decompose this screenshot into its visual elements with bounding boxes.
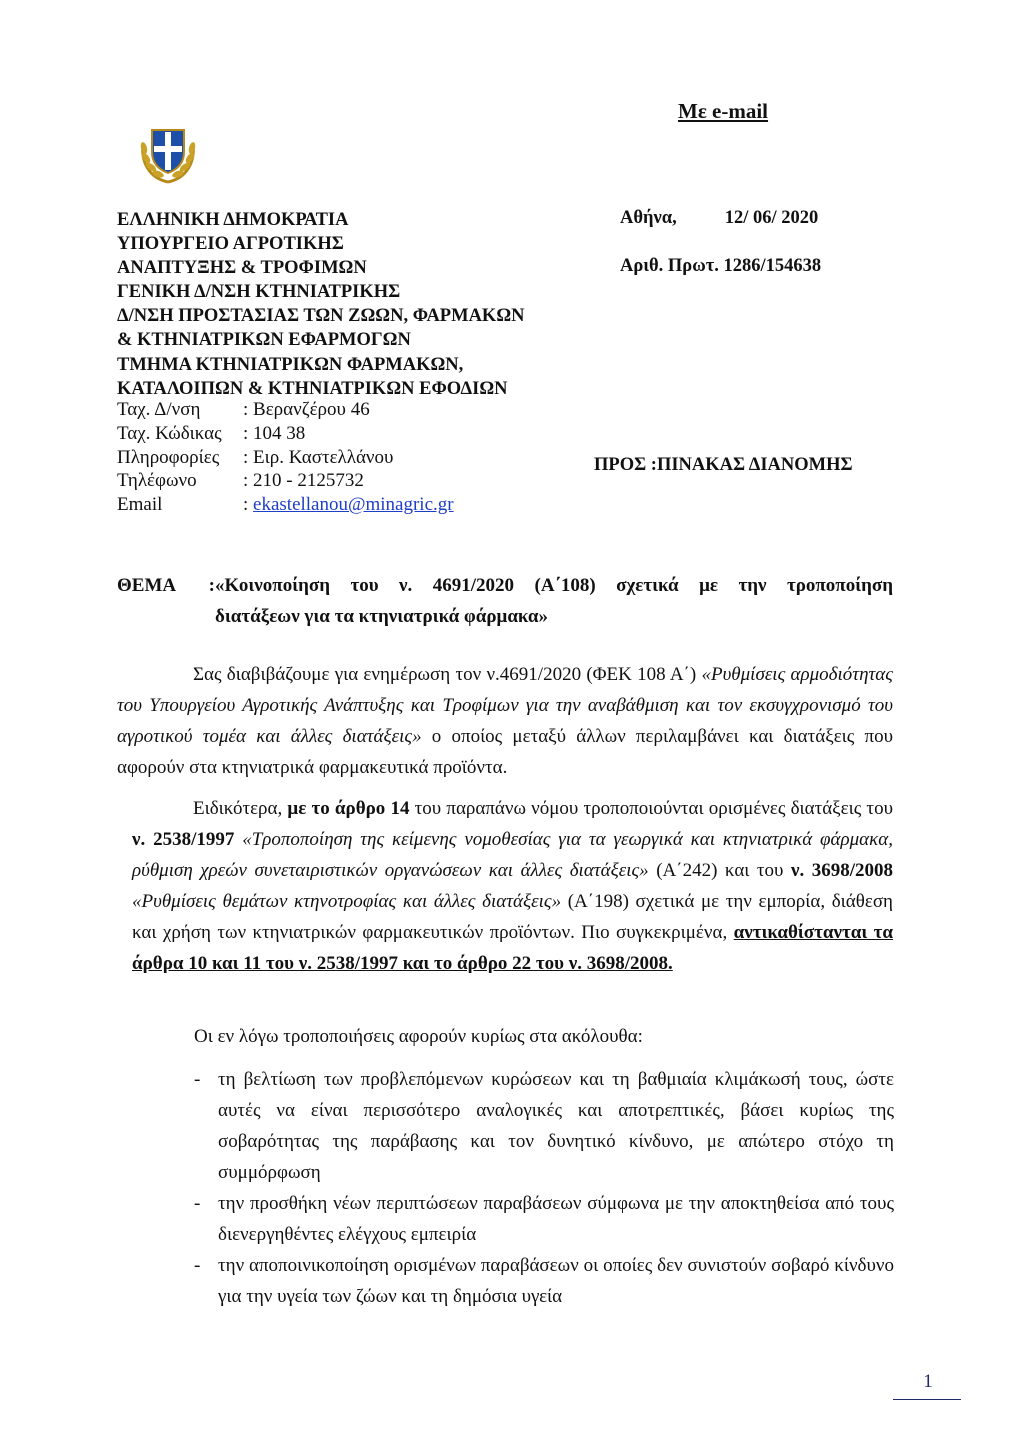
subject-text-1: «Κοινοποίηση του ν. 4691/2020 (Α΄108) σχετικά με την τροποποίηση bbox=[215, 575, 893, 596]
contact-value: : 210 - 2125732 bbox=[243, 470, 364, 492]
contact-row-email bbox=[117, 493, 454, 517]
contact-row bbox=[117, 469, 454, 493]
recipient: ΠΡΟΣ :ΠΙΝΑΚΑΣ ΔΙΑΝΟΜΗΣ bbox=[594, 455, 853, 475]
list-intro: Οι εν λόγω τροποποιήσεις αφορούν κυρίως στα ακόλουθα: bbox=[194, 1026, 643, 1047]
sender-line: ΕΛΛΗΝΙΚΗ ΔΗΜΟΚΡΑΤΙΑ bbox=[117, 210, 349, 230]
sender-line: ΥΠΟΥΡΓΕΙΟ ΑΓΡΟΤΙΚΗΣ bbox=[117, 234, 344, 255]
date-line bbox=[620, 208, 818, 229]
delivery-method: Με e-mail bbox=[678, 99, 769, 123]
p2-law-2: ν. 3698/2008 bbox=[790, 860, 893, 881]
paragraph-1-text-end: ο οποίος μεταξύ άλλων περιλαμβάνει και διατάξεις που αφορούν στα κτηνιατρικά φαρμακευτικά προϊόντα. bbox=[117, 726, 894, 778]
sender-line: & ΚΤΗΝΙΑΤΡΙΚΩΝ ΕΦΑΡΜΟΓΩΝ bbox=[117, 330, 411, 351]
contact-label: Τηλέφωνο bbox=[117, 470, 197, 492]
protocol-number: Αριθ. Πρωτ. 1286/154638 bbox=[620, 256, 822, 276]
sender-line: ΚΑΤΑΛΟΙΠΩΝ & ΚΤΗΝΙΑΤΡΙΚΩΝ ΕΦΟΔΙΩΝ bbox=[117, 378, 508, 399]
contact-row bbox=[117, 446, 454, 470]
contact-value: : Βερανζέρου 46 bbox=[243, 399, 370, 420]
subject-text-2: διατάξεων για τα κτηνιατρικά φάρμακα» bbox=[215, 606, 549, 627]
contact-value: : 104 38 bbox=[243, 422, 306, 444]
sender-line: ΤΜΗΜΑ ΚΤΗΝΙΑΤΡΙΚΩΝ ΦΑΡΜΑΚΩΝ, bbox=[117, 354, 464, 375]
p2-article: με το άρθρο 14 bbox=[287, 798, 410, 819]
list-item bbox=[194, 1064, 894, 1188]
list-marker: - bbox=[194, 1255, 201, 1276]
sender-line: Δ/ΝΣΗ ΠΡΟΣΤΑΣΙΑΣ ΤΩΝ ΖΩΩΝ, ΦΑΡΜΑΚΩΝ bbox=[117, 306, 525, 327]
contact-details bbox=[117, 398, 454, 517]
p2-replaced-articles: αντικαθίστανται τα άρθρα 10 και 11 του ν. 2538/1997 και το άρθρο 22 του ν. 3698/2008. bbox=[132, 922, 893, 974]
contact-row bbox=[117, 398, 454, 422]
list-marker: - bbox=[194, 1069, 201, 1090]
list-item bbox=[194, 1188, 894, 1250]
subject-label: ΘΕΜΑ : bbox=[117, 575, 215, 596]
p2-i: (Α΄198) σχετικά με την εμπορία, διάθεση και χρήση των κτηνιατρικών φαρμακευτικών προϊόντων. Πιο συγκεκριμένα, bbox=[132, 891, 893, 943]
page-number: 1 bbox=[923, 1371, 933, 1392]
amendments-list bbox=[194, 1064, 894, 1312]
contact-label: Ταχ. Κώδικας bbox=[117, 422, 222, 444]
p2-f: (Α΄242) και του bbox=[648, 860, 791, 881]
list-item-text: τη βελτίωση των προβλεπόμενων κυρώσεων και τη βαθμιαία κλιμάκωσή τους, ώστε αυτές να είναι περισσότερο αναλογικές και αποτρεπτικές, βάσει κυρίως της σοβαρότητας της παράβασης και τον δυνητικό κίνδυνο, με απώτερο στόχο τη συμμόρφωση bbox=[218, 1069, 894, 1183]
contact-label: Πληροφορίες bbox=[117, 446, 220, 468]
p2-a: Ειδικότερα, bbox=[193, 798, 288, 819]
p2-law-1: ν. 2538/1997 bbox=[132, 829, 235, 850]
date-value: 12/ 06/ 2020 bbox=[724, 208, 819, 228]
paragraph-1-law-title: «Ρυθμίσεις αρμοδιότητας του Υπουργείου Αγροτικής Ανάπτυξης και Τροφίμων για την αναβάθμιση και τον εκσυγχρονισμό του αγροτικού τομέα και άλλες διατάξεις» bbox=[117, 664, 893, 747]
greek-coat-of-arms-icon bbox=[137, 122, 199, 186]
email-prefix: : bbox=[243, 494, 254, 516]
contact-row bbox=[117, 422, 454, 446]
contact-value: : Ειρ. Καστελλάνου bbox=[243, 446, 394, 468]
paragraph-1-text: Σας διαβιβάζουμε για ενημέρωση τον ν.4691/2020 (ΦΕΚ 108 Α΄) bbox=[193, 664, 702, 685]
date-place: Αθήνα, bbox=[620, 208, 677, 228]
p2-law-2-title: «Ρυθμίσεις θεμάτων κτηνοτροφίας και άλλες διατάξεις» bbox=[132, 891, 562, 912]
p2-c: του παραπάνω νόμου τροποποιούνται ορισμένες διατάξεις του bbox=[409, 798, 893, 819]
p2-law-1-title: «Τροποποίηση της κείμενης νομοθεσίας για τα γεωργικά και κτηνιατρικά φάρμακα, ρύθμιση χρεών συνεταιριστικών οργανώσεων και άλλες διατάξεις» bbox=[132, 829, 893, 881]
paragraph-2 bbox=[117, 793, 893, 979]
email-label: Email bbox=[117, 494, 163, 516]
list-item bbox=[194, 1250, 894, 1312]
sender-header bbox=[117, 208, 597, 401]
list-marker: - bbox=[194, 1193, 201, 1214]
subject bbox=[117, 570, 893, 632]
list-item-text: την αποποινικοποίηση ορισμένων παραβάσεων οι οποίες δεν συνιστούν σοβαρό κίνδυνο για την υγεία των ζώων και τη δημόσια υγεία bbox=[218, 1255, 894, 1307]
page-number-rule bbox=[893, 1399, 961, 1400]
sender-line: ΓΕΝΙΚΗ Δ/ΝΣΗ ΚΤΗΝΙΑΤΡΙΚΗΣ bbox=[117, 282, 401, 303]
paragraph-1 bbox=[117, 659, 893, 783]
contact-label: Ταχ. Δ/νση bbox=[117, 399, 201, 420]
email-link[interactable]: ekastellanou@minagric.gr bbox=[253, 494, 454, 516]
list-item-text: την προσθήκη νέων περιπτώσεων παραβάσεων σύμφωνα με την αποκτηθείσα από τους διενεργηθέντες ελέγχους εμπειρία bbox=[218, 1193, 894, 1245]
sender-line: ΑΝΑΠΤΥΞΗΣ & ΤΡΟΦΙΜΩΝ bbox=[117, 258, 367, 279]
subject-line-1 bbox=[117, 570, 893, 601]
